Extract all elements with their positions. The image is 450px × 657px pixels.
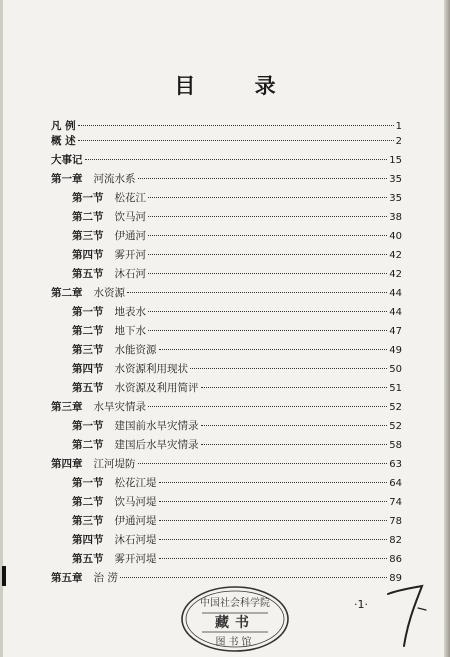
toc-entry-title: 雾开河 (114, 249, 146, 261)
toc-entry-page: 86 (389, 554, 402, 565)
toc-entry-number: 第三节 (72, 344, 104, 356)
toc-entry-page: 44 (389, 307, 402, 318)
toc-entry-title: 江河堤防 (93, 458, 136, 470)
toc-entry-page: 89 (389, 573, 402, 584)
toc-entry-page: 42 (389, 250, 402, 261)
toc-entry-number: 第三章 (51, 401, 83, 413)
toc-section-entry (72, 343, 402, 357)
toc-section-entry (72, 305, 402, 319)
toc-entry-title: 雾开河堤 (114, 553, 157, 565)
toc-entry-title: 地下水 (114, 325, 146, 337)
page-number: ·1· (354, 598, 368, 611)
toc-entry-number: 第五章 (51, 572, 83, 584)
toc-entry-title: 松花江堤 (114, 477, 157, 489)
toc-entry-number: 第二节 (72, 496, 104, 508)
dot-leader (148, 197, 387, 198)
toc-entry-number: 第四节 (72, 363, 104, 375)
dot-leader (159, 482, 388, 483)
toc-entry-title: 沐石河 (114, 268, 146, 280)
stamp-line-1: 中国社会科学院 (200, 598, 270, 609)
toc-entry-number: 第四节 (72, 534, 104, 546)
toc-section-entry (72, 533, 402, 547)
toc-section-entry (72, 552, 402, 566)
dot-leader (148, 311, 387, 312)
toc-chapter-entry (51, 134, 402, 148)
toc-entry-title: 地表水 (114, 306, 146, 318)
toc-entry-number: 第三节 (72, 230, 104, 242)
dot-leader (159, 539, 388, 540)
toc-entry-title: 建国前水旱灾情录 (114, 420, 199, 432)
dot-leader (85, 159, 388, 160)
toc-section-entry (72, 248, 402, 262)
dot-leader (159, 349, 388, 350)
toc-section-entry (72, 438, 402, 452)
toc-chapter-entry (51, 119, 402, 133)
toc-entry-page: 82 (389, 535, 402, 546)
toc-entry-page: 1 (395, 121, 402, 132)
toc-entry-page: 40 (389, 231, 402, 242)
dot-leader (159, 501, 388, 502)
toc-entry-page: 47 (389, 326, 402, 337)
toc-entry-title: 水旱灾情录 (93, 401, 146, 413)
toc-entry-page: 35 (389, 174, 402, 185)
toc-section-entry (72, 381, 402, 395)
stamp-line-3: 图书馆 (215, 637, 255, 648)
dot-leader (190, 368, 387, 369)
toc-section-entry (72, 324, 402, 338)
toc-entry-page: 42 (389, 269, 402, 280)
toc-entry-page: 49 (389, 345, 402, 356)
stamp-line-2: 藏书 (215, 615, 255, 631)
library-stamp (178, 584, 292, 654)
toc-section-entry (72, 476, 402, 490)
toc-chapter-entry (51, 571, 402, 585)
toc-chapter-entry (51, 172, 402, 186)
dot-leader (148, 235, 387, 236)
dot-leader (159, 520, 388, 521)
toc-chapter-entry (51, 457, 402, 471)
toc-entry-page: 51 (389, 383, 402, 394)
toc-entry-number: 第五节 (72, 382, 104, 394)
dot-leader (138, 178, 388, 179)
dot-leader (201, 425, 388, 426)
toc-entry-page: 15 (389, 155, 402, 166)
toc-entry-page: 74 (389, 497, 402, 508)
toc-chapter-entry (51, 400, 402, 414)
toc-entry-title: 伊通河堤 (114, 515, 157, 527)
toc-entry-number: 第一节 (72, 420, 104, 432)
toc-entry-title: 饮马河 (114, 211, 146, 223)
dot-leader (138, 463, 388, 464)
toc-entry-title: 水资源及利用简评 (114, 382, 199, 394)
toc-entry-title: 水资源 (93, 287, 125, 299)
toc-entry-title: 河流水系 (93, 173, 136, 185)
toc-section-entry (72, 229, 402, 243)
toc-entry-title: 伊通河 (114, 230, 146, 242)
toc-section-entry (72, 419, 402, 433)
toc-entry-page: 52 (389, 421, 402, 432)
dot-leader (148, 406, 387, 407)
toc-entry-page: 50 (389, 364, 402, 375)
toc-entry-number: 第二节 (72, 325, 104, 337)
toc-entry-title: 治 涝 (93, 572, 118, 584)
toc-section-entry (72, 267, 402, 281)
dot-leader (148, 254, 387, 255)
toc-entry-title: 松花江 (114, 192, 146, 204)
toc-entry-number: 第一节 (72, 477, 104, 489)
toc-entry-page: 44 (389, 288, 402, 299)
toc-entry-number: 第四节 (72, 249, 104, 261)
dot-leader (120, 577, 387, 578)
toc-entry-page: 52 (389, 402, 402, 413)
toc-entry-title: 水资源利用现状 (114, 363, 188, 375)
toc-entry-title: 沐石河堤 (114, 534, 157, 546)
toc-entry-number: 第三节 (72, 515, 104, 527)
dot-leader (78, 140, 394, 141)
toc-entry-title: 饮马河堤 (114, 496, 157, 508)
toc-entry-page: 58 (389, 440, 402, 451)
toc-section-entry (72, 362, 402, 376)
dot-leader (78, 125, 394, 126)
toc-entry-title: 大事记 (51, 154, 83, 166)
dot-leader (127, 292, 387, 293)
toc-entry-page: 78 (389, 516, 402, 527)
handwritten-mark (382, 580, 428, 650)
toc-section-entry (72, 191, 402, 205)
toc-entry-page: 63 (389, 459, 402, 470)
toc-section-entry (72, 514, 402, 528)
toc-entry-number: 第一节 (72, 306, 104, 318)
toc-section-entry (72, 210, 402, 224)
toc-chapter-entry (51, 153, 402, 167)
toc-entry-number: 第五节 (72, 553, 104, 565)
toc-entry-title: 概 述 (51, 135, 76, 147)
toc-entry-page: 38 (389, 212, 402, 223)
toc-entry-number: 第二节 (72, 211, 104, 223)
toc-entry-number: 第一节 (72, 192, 104, 204)
toc-entry-title: 凡 例 (51, 120, 76, 132)
toc-section-entry (72, 495, 402, 509)
page-title: 目 录 (174, 74, 302, 98)
toc-entry-number: 第五节 (72, 268, 104, 280)
toc-entry-number: 第四章 (51, 458, 83, 470)
dot-leader (201, 387, 388, 388)
dot-leader (148, 273, 387, 274)
dot-leader (159, 558, 388, 559)
toc-entry-title: 水能资源 (114, 344, 157, 356)
toc-entry-number: 第二章 (51, 287, 83, 299)
toc-entry-page: 2 (395, 136, 402, 147)
toc-entry-title: 建国后水旱灾情录 (114, 439, 199, 451)
toc-chapter-entry (51, 286, 402, 300)
toc-entry-page: 35 (389, 193, 402, 204)
dot-leader (201, 444, 388, 445)
toc-entry-number: 第二节 (72, 439, 104, 451)
dot-leader (148, 330, 387, 331)
toc-entry-number: 第一章 (51, 173, 83, 185)
toc-entry-page: 64 (389, 478, 402, 489)
dot-leader (148, 216, 387, 217)
